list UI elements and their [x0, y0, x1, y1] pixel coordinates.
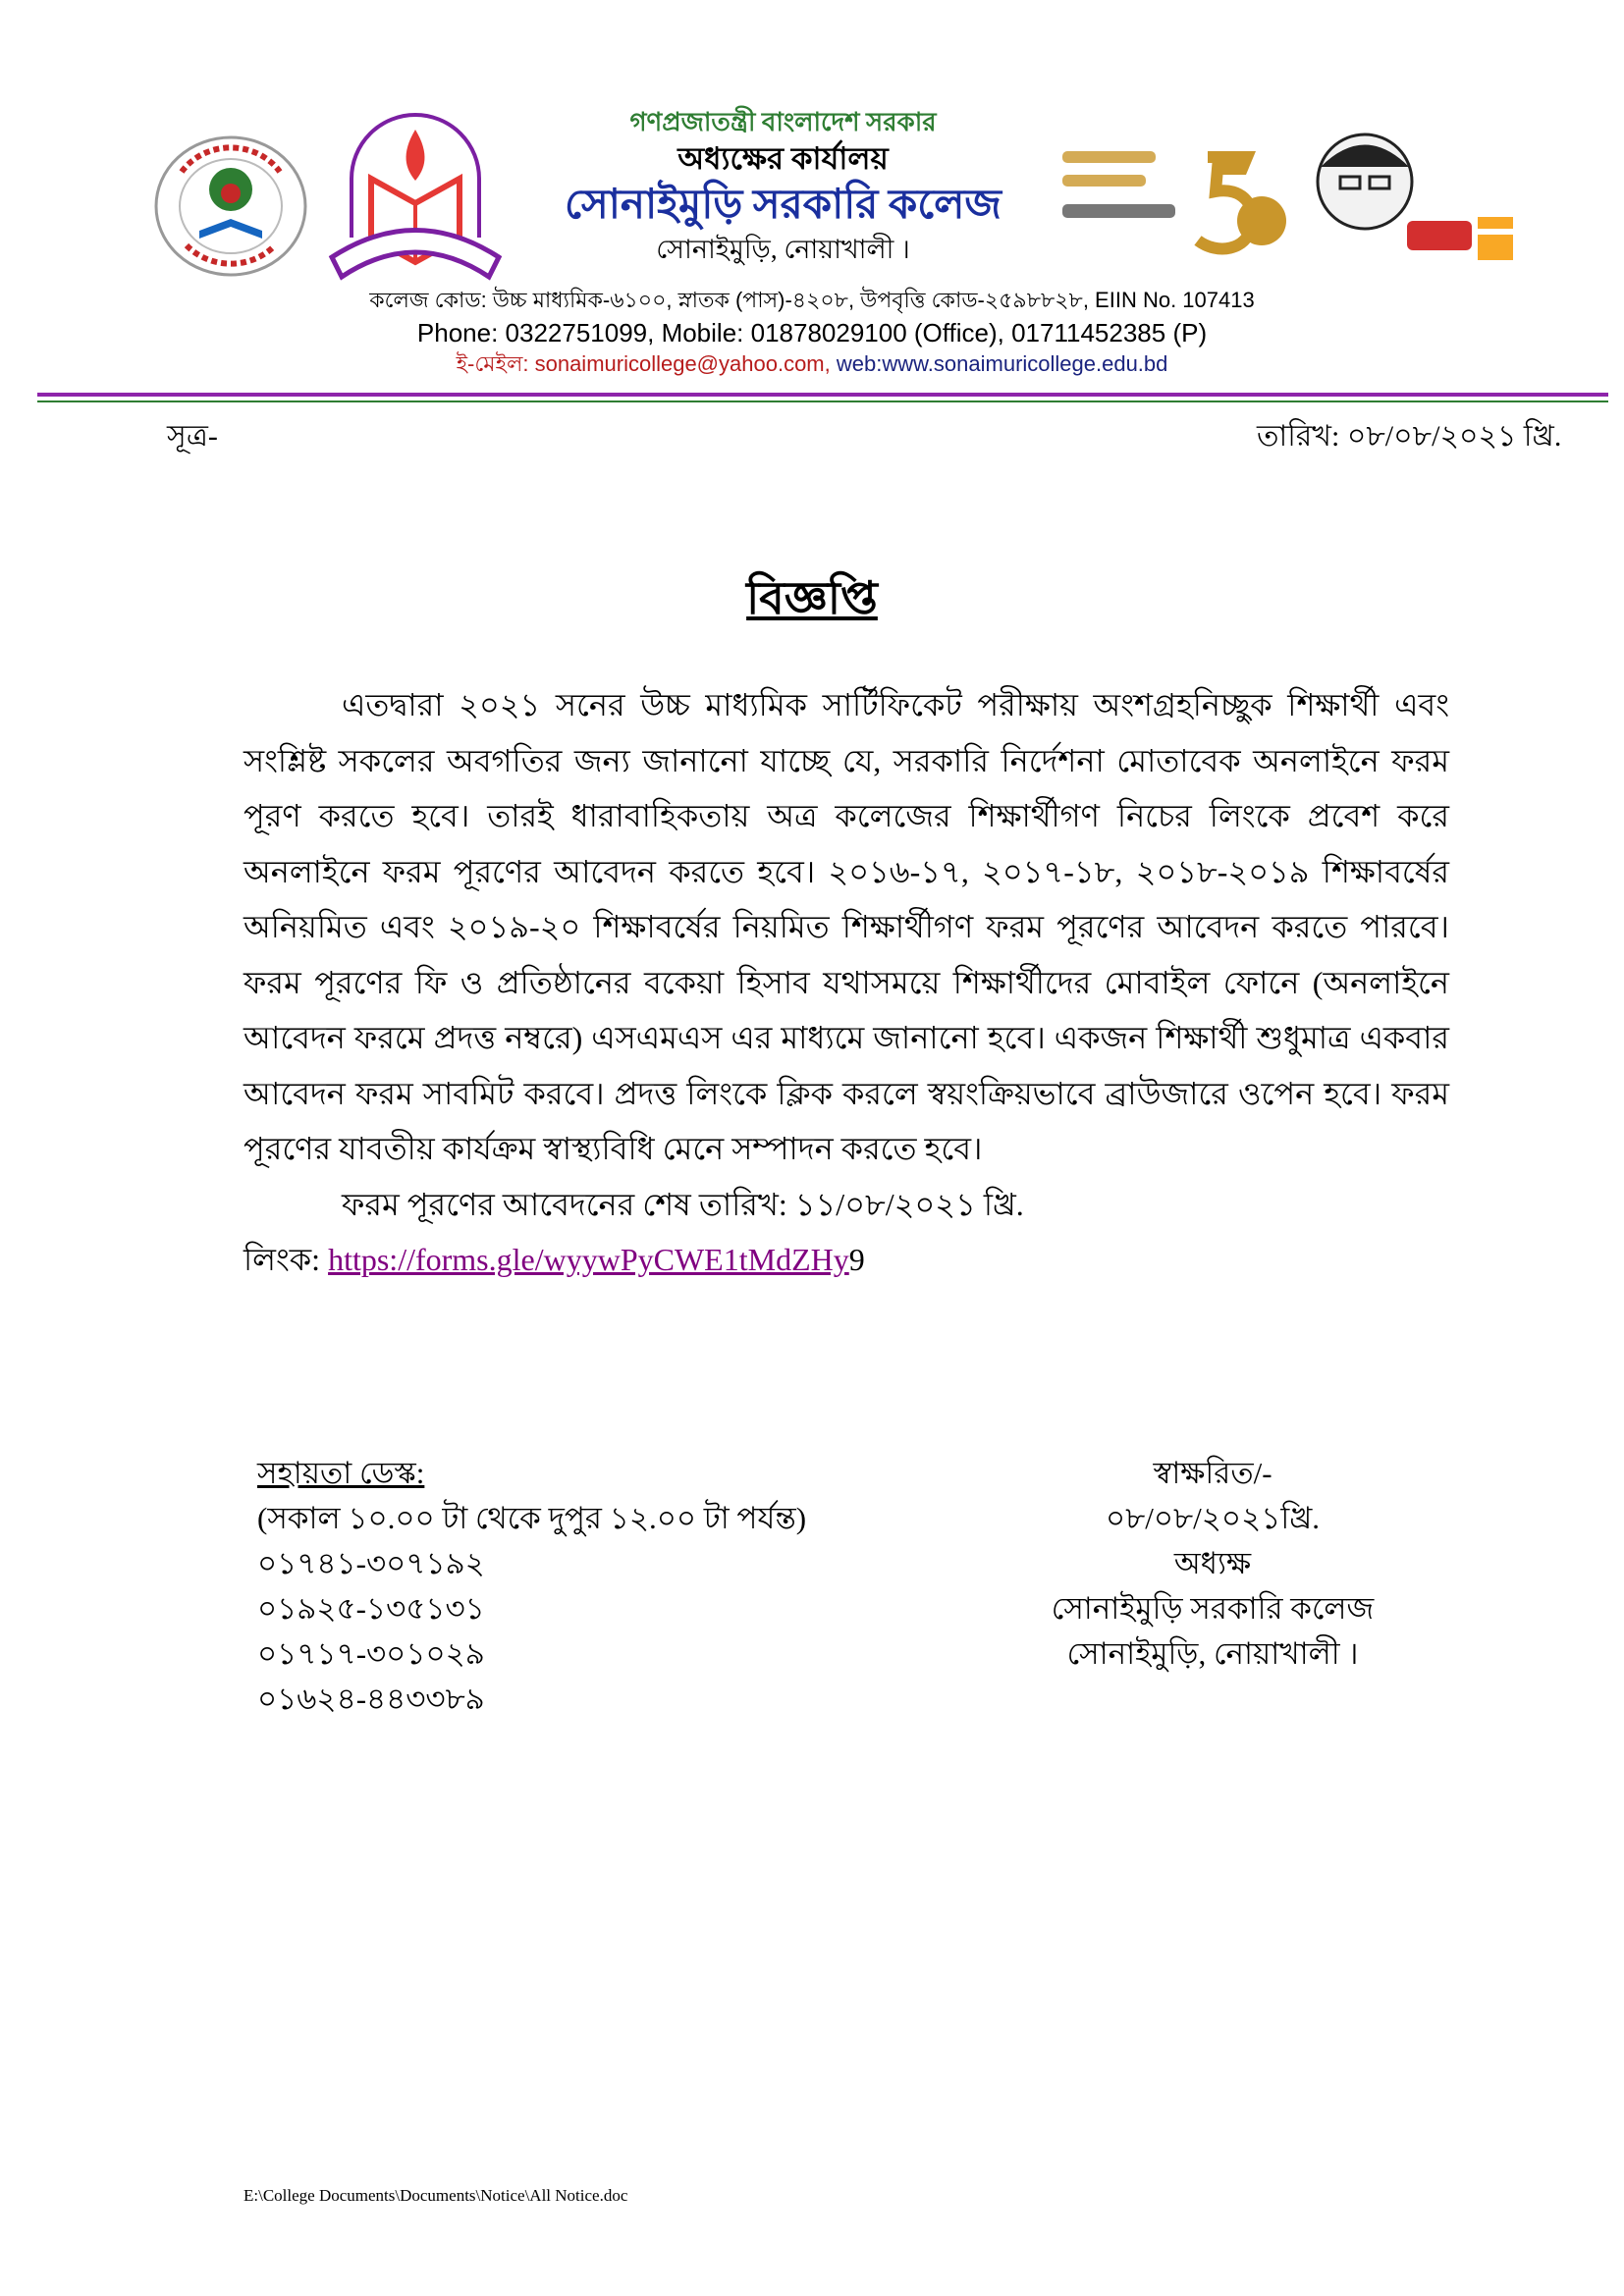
- notice-title: [0, 569, 1624, 628]
- link-label: লিংক:: [244, 1241, 321, 1277]
- signed-text: স্বাক্ষরিত/-: [1153, 1456, 1272, 1490]
- notice-body: এতদ্বারা ২০২১ সনের উচ্চ মাধ্যমিক সার্টিফিকেট পরীক্ষায় অংশগ্রহনিচ্ছুক শিক্ষার্থী এবং সংশ্লিষ্ট সকলের অবগতির জন্য জানানো যাচ্ছে যে, সরকারি নির্দেশনা মোতাবেক অনলাইনে ফরম পূরণ করতে হবে। তারই ধারাবাহিকতায় অত্র কলেজের শিক্ষার্থীগণ নিচের লিংকে প্রবেশ করে অনলাইনে ফরম পূরণের আবেদন করতে হবে। ২০১৬-১৭, ২০১৭-১৮, ২০১৮-২০১৯ শিক্ষাবর্ষের অনিয়মিত এবং ২০১৯-২০ শিক্ষাবর্ষের নিয়মিত শিক্ষার্থীগণ ফরম পূরণের আবেদন করতে পারবে। ফরম পূরণের ফি ও প্রতিষ্ঠানের বকেয়া হিসাব যথাসময়ে শিক্ষার্থীদের মোবাইল ফোনে (অনলাইনে আবেদন ফরমে প্রদত্ত নম্বরে) এসএমএস এর মাধ্যমে জানানো হবে। একজন শিক্ষার্থী শুধুমাত্র একবার আবেদন ফরম সাবমিট করবে। প্রদত্ত লিংকে ক্লিক করলে স্বয়ংক্রিয়ভাবে ব্রাউজারে ওপেন হবে। ফরম পূরণের যাবতীয় কার্যক্রম স্বাস্থ্যবিধি মেনে সম্পাদন করতে হবে।: [244, 687, 1449, 1166]
- reference-label: সূত্র-: [167, 420, 218, 453]
- signatory-designation: অধ্যক্ষ: [1173, 1546, 1252, 1580]
- signature-date: ০৮/০৮/২০২১খ্রি.: [1105, 1501, 1321, 1535]
- header-title-block: [515, 106, 1051, 267]
- form-link[interactable]: https://forms.gle/wyywPyCWE1tMdZHy: [328, 1241, 849, 1277]
- signature-block: [1016, 1451, 1409, 1677]
- phone-line: Phone: 0322751099, Mobile: 01878029100 (Office), 01711452385 (P): [416, 318, 1208, 347]
- form-link-line: [244, 1232, 1449, 1287]
- email-link[interactable]: sonaimuricollege@yahoo.com,: [534, 351, 831, 376]
- support-hours: (সকাল ১০.০০ টা থেকে দুপুর ১২.০০ টা পর্যন্ত): [257, 1501, 807, 1535]
- mujib-centenary-logo: [1291, 123, 1517, 275]
- file-path-footer: E:\College Documents\Documents\Notice\All Notice.doc: [244, 2186, 628, 2205]
- contact-line: [457, 349, 1168, 379]
- college-logo: [322, 110, 509, 282]
- header-contact-block: [196, 285, 1428, 379]
- signatory-address: সোনাইমুড়ি, নোয়াখালী ।: [1066, 1636, 1359, 1671]
- college-address: সোনাইমুড়ি, নোয়াখালী ।: [656, 235, 910, 264]
- support-number: ০১৭১৭-৩০১০২৯: [257, 1636, 485, 1671]
- support-number: ০১৯২৫-১৩৫১৩১: [257, 1591, 485, 1626]
- golden-jubilee-logo: [1060, 137, 1286, 270]
- support-number: ০১৬২৪-৪৪৩৩৮৯: [257, 1682, 485, 1716]
- header-divider-purple: [37, 393, 1608, 397]
- support-number: ০১৭৪১-৩০৭১৯২: [257, 1546, 485, 1580]
- college-codes: কলেজ কোড: উচ্চ মাধ্যমিক-৬১০০, স্নাতক (পাস)-৪২০৮, উপবৃত্তি কোড-২৫৯৮৮২৮, EIIN No. 107413: [369, 288, 1255, 312]
- email-label: ই-মেইল:: [456, 351, 529, 376]
- notice-date: তারিখ: ০৮/০৮/২০২১ খ্রি.: [1257, 420, 1562, 453]
- notice-title-text: বিজ্ঞপ্তি: [746, 573, 878, 623]
- support-desk: [257, 1451, 925, 1722]
- college-name: সোনাইমুড়ি সরকারি কলেজ: [564, 183, 1002, 228]
- web-link[interactable]: web:www.sonaimuricollege.edu.bd: [836, 351, 1168, 376]
- notice-body-block: [244, 677, 1449, 1287]
- government-name: গণপ্রজাতন্ত্রী বাংলাদেশ সরকার: [629, 108, 937, 136]
- deadline: ফরম পূরণের আবেদনের শেষ তারিখ: ১১/০৮/২০২১ খ্রি.: [342, 1186, 1024, 1222]
- office-name: অধ্যক্ষের কার্যালয়: [677, 141, 889, 176]
- header-divider-green: [37, 400, 1608, 402]
- signatory-college: সোনাইমুড়ি সরকারি কলেজ: [1051, 1591, 1375, 1626]
- support-heading: সহায়তা ডেস্ক:: [257, 1456, 425, 1490]
- link-tail: 9: [848, 1241, 865, 1277]
- slogan-logo: [152, 133, 309, 280]
